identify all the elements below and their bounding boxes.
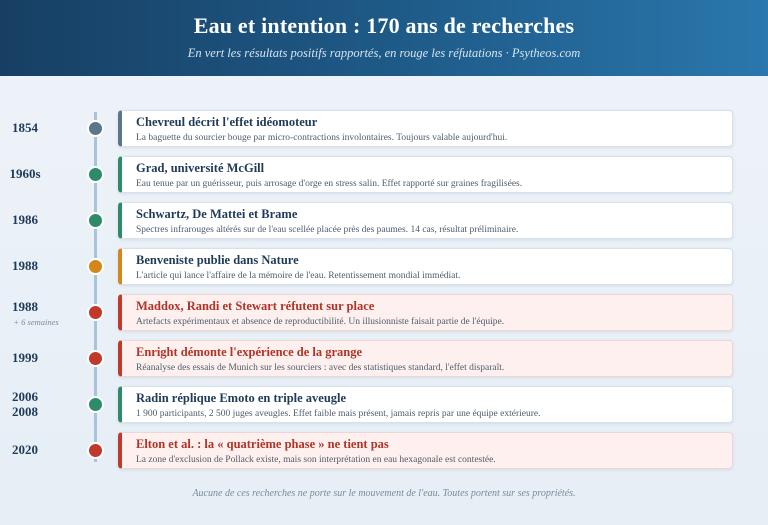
page-subtitle: En vert les résultats positifs rapportés, en rouge les réfutations · Psytheos.com xyxy=(187,46,581,60)
event-card xyxy=(118,386,733,423)
event-description: Artefacts expérimentaux et absence de reproductibilité. Un illusionniste faisait partie de l'équipe. xyxy=(136,317,505,327)
event-title: Chevreul décrit l'effet idéomoteur xyxy=(136,115,318,129)
event-card xyxy=(118,156,733,193)
event-description: La baguette du sourcier bouge par micro-contractions involontaires. Toujours valable aujourd'hui. xyxy=(136,133,508,143)
event-marker xyxy=(87,350,104,367)
event-description: Spectres infrarouges altérés sur de l'eau scellée placée près des paumes. 14 cas, résultat préliminaire. xyxy=(136,225,519,235)
event-card xyxy=(118,432,733,469)
timeline-entry xyxy=(0,248,768,286)
timeline-entry xyxy=(0,340,768,378)
event-year: 1960s xyxy=(9,166,41,181)
event-marker xyxy=(87,166,104,183)
event-description: 1 900 participants, 2 500 juges aveugles. Effet faible mais présent, jamais repris par une équipe extérieure. xyxy=(136,409,541,419)
event-title: Elton et al. : la « quatrième phase » ne tient pas xyxy=(136,437,389,451)
event-description: Réanalyse des essais de Munich sur les sourciers : avec des statistiques standard, l'effet disparaît. xyxy=(136,363,505,373)
page-title: Eau et intention : 170 ans de recherches xyxy=(193,13,575,38)
timeline-entry xyxy=(0,156,768,194)
timeline-entry xyxy=(0,110,768,148)
event-title: Grad, université McGill xyxy=(136,161,265,175)
event-year: 1986 xyxy=(12,212,38,227)
event-card xyxy=(118,110,733,147)
event-year-end: 2008 xyxy=(12,404,38,419)
event-description: L'article qui lance l'affaire de la mémoire de l'eau. Retentissement mondial immédiat. xyxy=(136,271,461,281)
footer-note: Aucune de ces recherches ne porte sur le mouvement de l'eau. Toutes portent sur ses propriétés. xyxy=(192,488,576,499)
event-card xyxy=(118,340,733,377)
event-marker xyxy=(87,304,104,321)
event-title: Schwartz, De Mattei et Brame xyxy=(136,207,298,221)
event-year-note: + 6 semaines xyxy=(13,317,59,327)
event-card xyxy=(118,294,733,331)
event-marker xyxy=(87,442,104,459)
event-marker xyxy=(87,120,104,137)
timeline-entry xyxy=(0,432,768,470)
event-title: Benveniste publie dans Nature xyxy=(136,253,299,267)
timeline-entry xyxy=(0,202,768,240)
event-title: Radin réplique Emoto en triple aveugle xyxy=(136,391,347,405)
event-description: Eau tenue par un guérisseur, puis arrosage d'orge en stress salin. Effet rapporté sur graines fragilisées. xyxy=(136,179,523,189)
event-title: Enright démonte l'expérience de la grange xyxy=(136,345,363,359)
event-marker xyxy=(87,212,104,229)
event-year: 1988 xyxy=(12,258,38,273)
event-year: 2020 xyxy=(12,442,38,457)
event-marker xyxy=(87,258,104,275)
event-description: La zone d'exclusion de Pollack existe, mais son interprétation en eau hexagonale est contestée. xyxy=(136,455,496,465)
page-header xyxy=(0,0,768,76)
event-year: 1854 xyxy=(12,120,38,135)
event-title: Maddox, Randi et Stewart réfutent sur place xyxy=(136,299,375,313)
timeline-entry xyxy=(0,386,768,424)
event-year: 1999 xyxy=(12,350,38,365)
timeline-entry xyxy=(0,294,768,332)
event-card xyxy=(118,248,733,285)
event-marker xyxy=(87,396,104,413)
event-card xyxy=(118,202,733,239)
event-year: 2006 xyxy=(12,389,38,404)
event-year: 1988 xyxy=(12,299,38,314)
